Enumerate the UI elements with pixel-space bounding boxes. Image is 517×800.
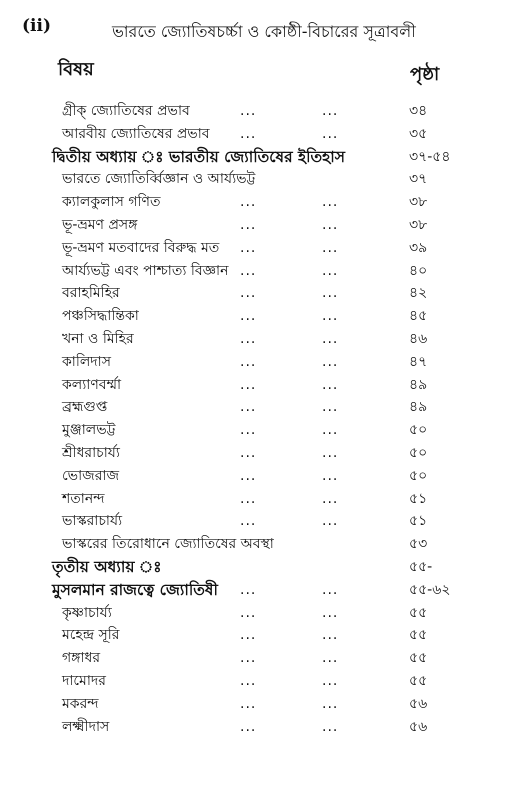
dot-leader: ... [240, 467, 257, 484]
entry-page-number: ৫০ [409, 422, 428, 439]
entry-title: গঙ্গাধর [62, 650, 101, 667]
entry-title: গ্রীক্ জ্যোতিষের প্রভাব [62, 103, 190, 119]
entry-page-number: ৩৮ [409, 194, 428, 211]
dot-leader: ... [240, 125, 257, 142]
entry-title: মহেন্দ্র সূরি [62, 627, 120, 644]
entry-page-number: ৩৫ [409, 125, 428, 142]
entry-title: শতানন্দ [62, 490, 105, 507]
dot-leader: ... [322, 581, 339, 598]
entry-page-number: ৪২ [409, 285, 428, 302]
page-number: (ii) [22, 16, 52, 36]
contents-row [0, 716, 517, 739]
column-header-page: পৃষ্ঠা [410, 64, 440, 85]
column-header-subject: বিষয় [58, 59, 94, 80]
entry-page-number: ৫৫- [409, 558, 433, 575]
dot-leader: ... [240, 194, 257, 211]
dot-leader: ... [322, 490, 339, 507]
contents-row [0, 624, 517, 647]
dot-leader: ... [322, 330, 339, 347]
entry-title: দ্বিতীয় অধ্যায় ঃ ভারতীয় জ্যোতিষের ইতিহাস [52, 147, 346, 166]
entry-title: দামোদর [62, 672, 106, 689]
dot-leader: ... [322, 353, 339, 370]
entry-title: ভূ-ভ্রমণ মতবাদের বিরুদ্ধ মত [62, 239, 220, 256]
dot-leader: ... [322, 422, 339, 439]
contents-row [0, 237, 517, 260]
contents-row [0, 191, 517, 214]
dot-leader: ... [240, 216, 257, 233]
contents-row [0, 465, 517, 488]
entry-title: কালিদাস [62, 353, 111, 370]
contents-row [0, 305, 517, 328]
entry-title: লক্ষ্মীদাস [62, 718, 110, 735]
dot-leader: ... [322, 125, 339, 142]
dot-leader: ... [322, 216, 339, 233]
contents-row [0, 260, 517, 283]
contents-row [0, 351, 517, 374]
dot-leader: ... [322, 604, 339, 621]
dot-leader: ... [322, 650, 339, 667]
entry-title: আরবীয় জ্যোতিষের প্রভাব [62, 125, 210, 142]
entry-page-number: ৫৫-৬২ [409, 581, 451, 598]
contents-row [0, 123, 517, 146]
dot-leader: ... [322, 308, 339, 325]
entry-page-number: ৪৫ [409, 308, 428, 325]
chapter-heading-row [0, 579, 517, 602]
contents-row [0, 488, 517, 511]
chapter-heading-row [0, 146, 517, 169]
entry-page-number: ৪০ [409, 262, 428, 279]
dot-leader: ... [240, 376, 257, 393]
entry-title: বরাহমিহির [62, 285, 120, 302]
entry-title: মুসলমান রাজত্বে জ্যোতিষী [52, 580, 218, 599]
entry-title: আর্য্যভট্ট এবং পাশ্চাত্য বিজ্ঞান [62, 262, 229, 279]
contents-row [0, 396, 517, 419]
contents-row [0, 328, 517, 351]
entry-title: কল্যাণবর্ম্মা [62, 376, 122, 393]
entry-title: ব্রহ্মগুপ্ত [62, 399, 108, 416]
dot-leader: ... [322, 718, 339, 735]
dot-leader: ... [240, 604, 257, 621]
dot-leader: ... [240, 330, 257, 347]
entry-page-number: ৩৪ [409, 103, 428, 119]
dot-leader: ... [240, 650, 257, 667]
entry-page-number: ৫৫ [409, 627, 428, 644]
dot-leader: ... [322, 285, 339, 302]
dot-leader: ... [322, 672, 339, 689]
dot-leader: ... [240, 718, 257, 735]
dot-leader: ... [240, 239, 257, 256]
dot-leader: ... [322, 376, 339, 393]
contents-row [0, 693, 517, 716]
entry-page-number: ৪৯ [409, 376, 428, 393]
entry-page-number: ৩৯ [409, 239, 428, 256]
entry-title: মুঞ্জালভট্ট [62, 422, 116, 439]
entry-page-number: ৫৫ [409, 650, 428, 667]
entry-page-number: ৫১ [409, 513, 428, 530]
entry-title: মকরন্দ [62, 695, 99, 712]
dot-leader: ... [322, 103, 339, 119]
entry-title: কৃষ্ণাচার্য্য [62, 604, 112, 621]
entry-title: তৃতীয় অধ্যায় ঃ [52, 557, 162, 576]
dot-leader: ... [240, 353, 257, 370]
dot-leader: ... [240, 627, 257, 644]
dot-leader: ... [322, 399, 339, 416]
dot-leader: ... [322, 444, 339, 461]
contents-row [0, 533, 517, 556]
entry-page-number: ৫৫ [409, 604, 428, 621]
contents-row [0, 602, 517, 625]
contents-row [0, 647, 517, 670]
contents-list [0, 100, 517, 738]
entry-page-number: ৫০ [409, 467, 428, 484]
dot-leader: ... [240, 285, 257, 302]
entry-page-number: ৪৬ [409, 330, 428, 347]
contents-row [0, 214, 517, 237]
entry-title: ভারতে জ্যোতির্ব্বিজ্ঞান ও আর্য্যভট্ট [62, 171, 256, 188]
contents-row [0, 442, 517, 465]
contents-row [0, 168, 517, 191]
page-title: ভারতে জ্যোতিষচর্চ্চা ও কোষ্ঠী-বিচারের সূত্রাবলী [112, 22, 416, 41]
entry-title: ক্যালকুলাস গণিত [62, 194, 161, 211]
entry-title: খনা ও মিহির [62, 330, 134, 347]
entry-page-number: ৪৯ [409, 399, 428, 416]
entry-title: শ্রীধরাচার্য্য [62, 444, 120, 461]
dot-leader: ... [240, 399, 257, 416]
contents-row [0, 100, 517, 123]
chapter-heading-row [0, 556, 517, 579]
dot-leader: ... [240, 581, 257, 598]
entry-title: ভূ-ভ্রমণ প্রসঙ্গ [62, 216, 138, 233]
dot-leader: ... [322, 194, 339, 211]
dot-leader: ... [322, 239, 339, 256]
contents-row [0, 419, 517, 442]
dot-leader: ... [322, 467, 339, 484]
entry-page-number: ৩৭-৫৪ [409, 148, 451, 165]
entry-page-number: ৩৭ [409, 171, 428, 188]
dot-leader: ... [322, 513, 339, 530]
dot-leader: ... [240, 444, 257, 461]
entry-page-number: ৩৮ [409, 216, 428, 233]
entry-page-number: ৫৩ [409, 536, 428, 553]
dot-leader: ... [240, 672, 257, 689]
entry-page-number: ৫০ [409, 444, 428, 461]
entry-page-number: ৫৬ [409, 695, 428, 712]
entry-page-number: ৪৭ [409, 353, 428, 370]
dot-leader: ... [240, 103, 257, 119]
entry-page-number: ৫৫ [409, 672, 428, 689]
entry-title: পঞ্চসিদ্ধান্তিকা [62, 308, 139, 325]
dot-leader: ... [240, 422, 257, 439]
contents-row [0, 282, 517, 305]
entry-title: ভাস্করের তিরোধানে জ্যোতিষের অবস্থা [62, 536, 274, 553]
entry-page-number: ৫৬ [409, 718, 428, 735]
dot-leader: ... [240, 490, 257, 507]
dot-leader: ... [240, 262, 257, 279]
dot-leader: ... [240, 695, 257, 712]
dot-leader: ... [322, 262, 339, 279]
contents-row [0, 510, 517, 533]
contents-row [0, 670, 517, 693]
dot-leader: ... [240, 513, 257, 530]
dot-leader: ... [322, 695, 339, 712]
contents-row [0, 374, 517, 397]
dot-leader: ... [322, 627, 339, 644]
entry-page-number: ৫১ [409, 490, 428, 507]
entry-title: ভোজরাজ [62, 467, 119, 484]
dot-leader: ... [240, 308, 257, 325]
entry-title: ভাস্করাচার্য্য [62, 513, 123, 530]
